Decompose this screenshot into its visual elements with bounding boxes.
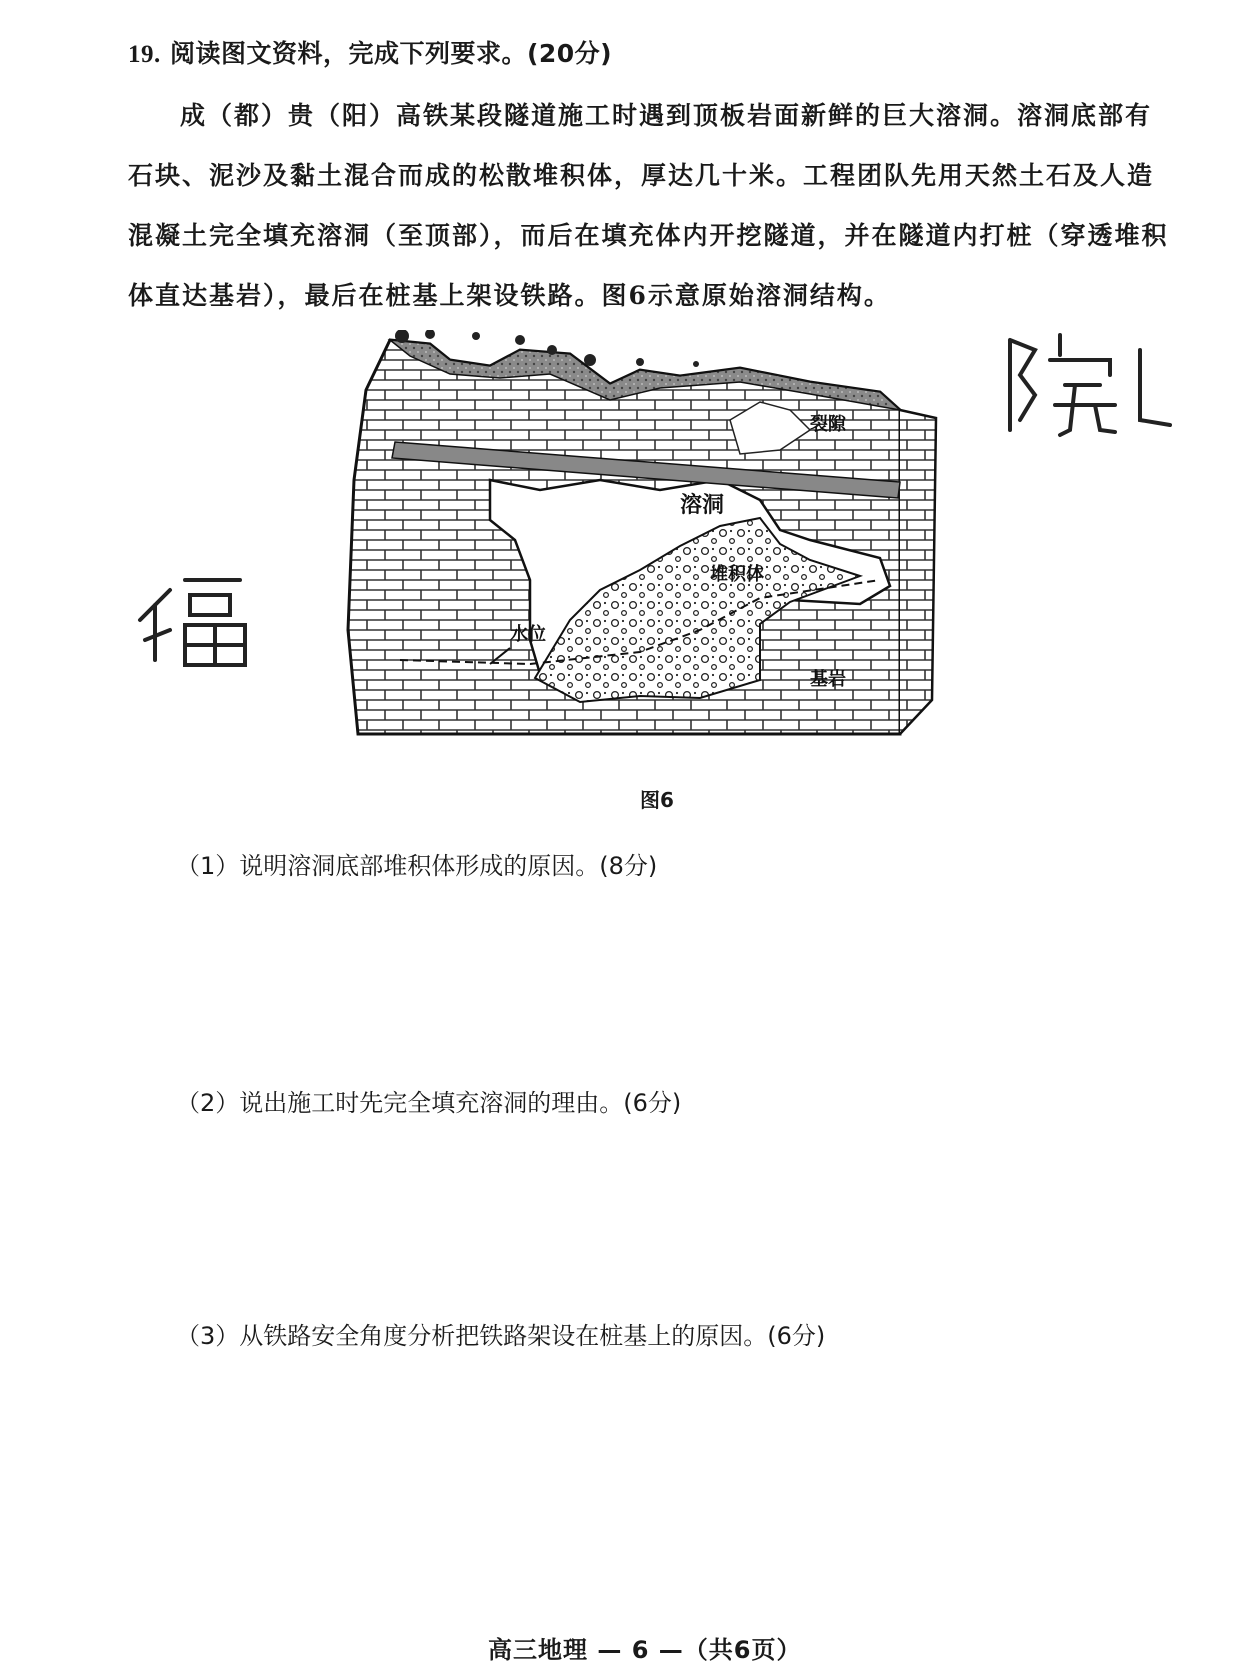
watermark-fu: [130, 560, 260, 670]
page-footer: 高三地理 — 6 —（共6页）: [488, 1636, 802, 1664]
sub-question-2: （2）说出施工时先完全填充溶洞的理由。(6分): [176, 1089, 682, 1117]
sub-question-3: （3）从铁路安全角度分析把铁路架设在桩基上的原因。(6分): [176, 1322, 826, 1350]
question-title-text: 阅读图文资料，完成下列要求。(20分): [169, 39, 613, 68]
label-water-level: 水位: [510, 624, 546, 645]
karst-cave-diagram: [340, 330, 950, 800]
sub-question-1: （1）说明溶洞底部堆积体形成的原因。(8分): [176, 852, 658, 880]
question-paragraph: 成（都）贵（阳）高铁某段隧道施工时遇到顶板岩面新鲜的巨大溶洞。溶洞底部有石块、泥沙及黏土混合而成的松散堆积体，厚达几十米。工程团队先用天然土石及人造混凝土完全填充溶洞（至顶部），而后在填充体内开挖隧道，并在隧道内打桩（穿透堆积体直达基岩），最后在桩基上架设铁路。图6示意原始溶洞结构。: [128, 101, 1169, 310]
figure-caption: 图6: [640, 788, 674, 812]
label-deposit: 堆积体: [710, 564, 764, 585]
label-crack: 裂隙: [810, 414, 846, 435]
question-number: 19.: [128, 41, 161, 68]
label-bedrock: 基岩: [810, 669, 846, 690]
karst-cave-svg: [340, 330, 950, 800]
watermark-yuan: [990, 320, 1190, 440]
question-title: [128, 34, 612, 70]
label-cave: 溶洞: [680, 493, 725, 518]
